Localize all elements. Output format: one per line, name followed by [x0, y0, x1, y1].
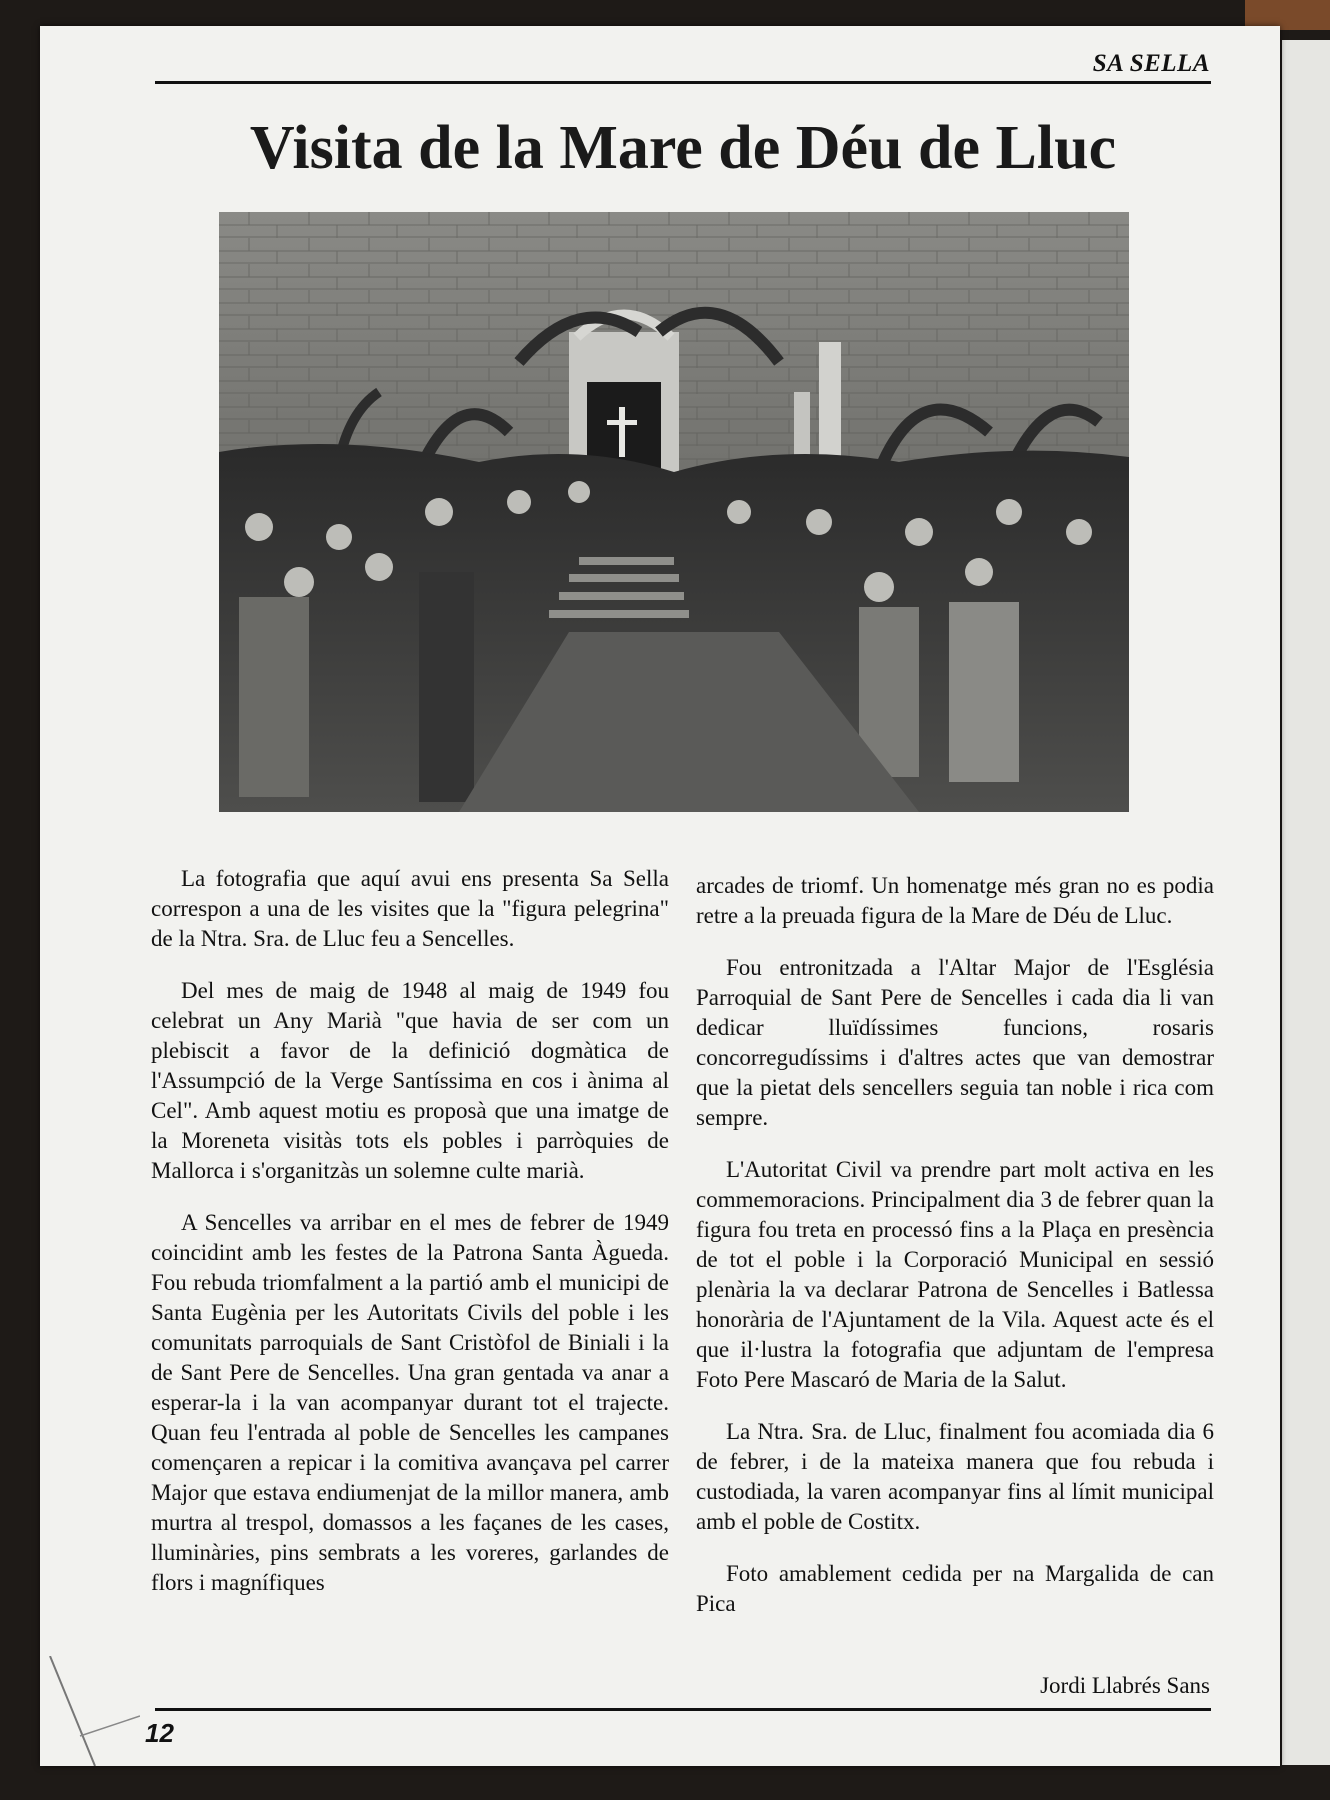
paragraph: La Ntra. Sra. de Lluc, finalment fou acomiada dia 6 de febrer, i de la mateixa manera que fou rebuda i custodiada, la varen acompanyar fins al límit municipal amb el poble de Costitx. — [696, 1419, 1214, 1534]
right-column — [696, 871, 1214, 1641]
header-rule — [155, 81, 1211, 84]
paragraph-continuation: arcades de triomf. Un homenatge més gran no es podia retre a la preuada figura de la Mare de Déu de Lluc. — [696, 873, 1214, 928]
article-title: Visita de la Mare de Déu de Lluc — [249, 114, 1117, 182]
page-number: 12 — [145, 1718, 174, 1748]
procession-photo — [219, 212, 1129, 812]
photo-illustration — [219, 212, 1129, 812]
paragraph: Del mes de maig de 1948 al maig de 1949 fou celebrat un Any Marià "que havia de ser com un plebiscit a favor de la definició dogmàtica de l'Assumpció de la Verge Santíssima en cos i ànima al Cel". Amb aquest motiu es proposà que una imatge de la Moreneta visitàs tots els pobles i parròquies de Mallorca i s'organitzàs un solemne culte marià. — [151, 978, 669, 1183]
publication-name: SA SELLA — [1092, 50, 1210, 77]
page-fold-mark — [40, 1656, 140, 1766]
paragraph: La fotografia que aquí avui ens presenta Sa Sella correspon a una de les visites que la "figura pelegrina" de la Ntra. Sra. de Lluc feu a Sencelles. — [151, 866, 669, 951]
magazine-page — [40, 26, 1280, 1766]
paragraph: L'Autoritat Civil va prendre part molt activa en les commemoracions. Principalment dia 3 de febrer quan la figura fou treta en processó fins a la Plaça en presència de tot el poble i la Corporació Municipal en sessió plenària la va declarar Patrona de Sencelles i Batlessa honorària de l'Ajuntament de la Vila. Aquest acte és el que il·lustra la fotografia que adjuntam de l'empresa Foto Pere Mascaró de Maria de la Salut. — [696, 1157, 1214, 1392]
next-page-edge — [1282, 40, 1330, 1765]
paragraph: A Sencelles va arribar en el mes de febrer de 1949 coincidint amb les festes de la Patrona Santa Àgueda. Fou rebuda triomfalment a la partió amb el municipi de Santa Eugènia per les Autoritats Civils del poble i les comunitats parroquials de Sant Cristòfol de Biniali i la de Sant Pere de Sencelles. Una gran gentada va anar a esperar-la i la van acompanyar durant tot el trajecte. Quan feu l'entrada al poble de Sencelles les campanes començaren a repicar i la comitiva avançava pel carrer Major que estava endiumenjat de la millor manera, amb murtra al trespol, domassos a les façanes de les cases, lluminàries, pins sembrats a les voreres, garlandes de flors i magnífiques — [151, 1210, 669, 1595]
left-column — [151, 864, 669, 1620]
paragraph: Fou entronitzada a l'Altar Major de l'Església Parroquial de Sant Pere de Sencelles i cada dia li van dedicar lluïdíssimes funcions, rosaris concorregudíssims i d'altres actes que van demostrar que la pietat dels sencellers seguia tan noble i rica com sempre. — [696, 955, 1214, 1130]
footer-rule — [155, 1708, 1211, 1711]
author-byline: Jordi Llabrés Sans — [1040, 1673, 1210, 1698]
photo-credit: Foto amablement cedida per na Margalida de can Pica — [696, 1561, 1214, 1616]
